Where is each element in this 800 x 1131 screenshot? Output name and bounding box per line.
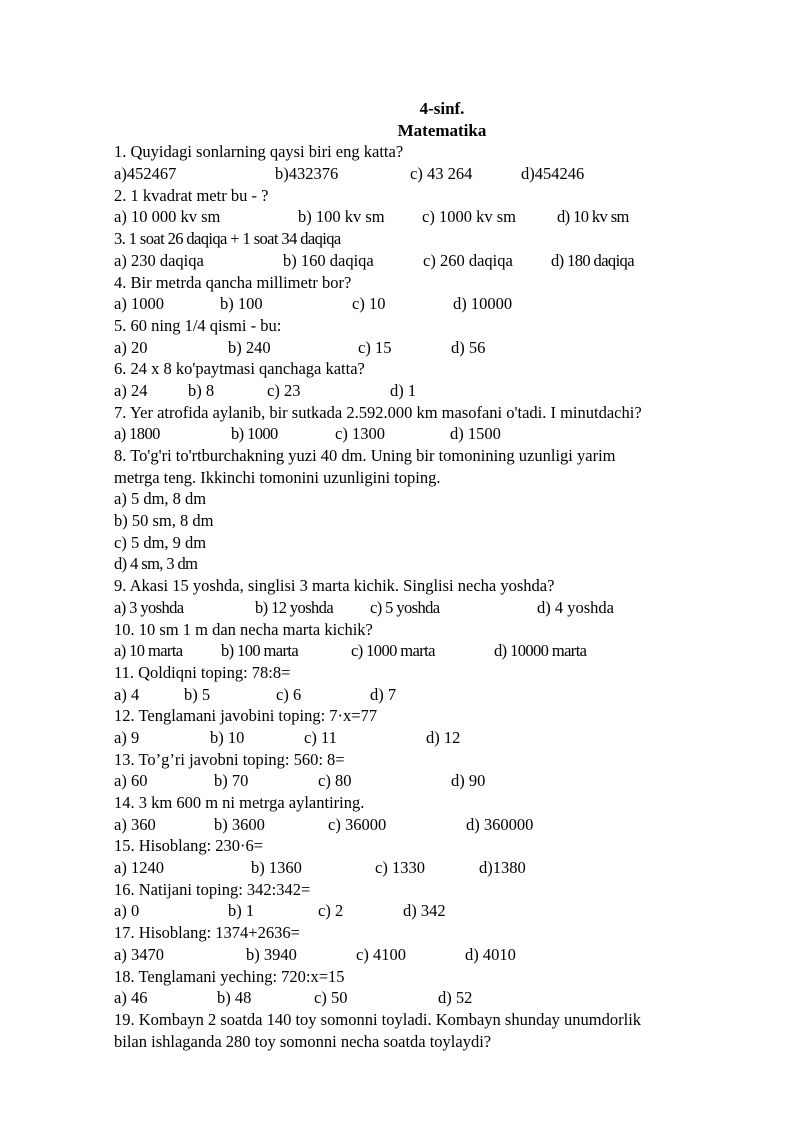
worksheet-page	[114, 98, 754, 1052]
option-b[interactable]: b) 1000	[231, 424, 278, 444]
option-c[interactable]: c) 36000	[328, 814, 387, 834]
option-a[interactable]: a) 1000	[114, 294, 164, 314]
option-a[interactable]: a) 360	[114, 814, 156, 834]
question-19-line-2: bilan ishlaganda 280 toy somonni necha soatda toylaydi?	[114, 1031, 492, 1051]
option-a[interactable]: a) 4	[114, 684, 140, 704]
option-a[interactable]: a) 24	[114, 380, 148, 400]
question-16-options	[114, 900, 754, 922]
option-c[interactable]: c) 4100	[356, 944, 406, 964]
question-7: 7. Yer atrofida aylanib, bir sutkada 2.592.000 km masofani o'tadi. I minutdachi?	[114, 402, 642, 422]
question-18-options	[114, 987, 754, 1009]
question-14: 14. 3 km 600 m ni metrga aylantiring.	[114, 793, 365, 813]
option-d[interactable]: d) 4 yoshda	[537, 597, 614, 617]
option-a[interactable]: a) 1240	[114, 858, 164, 878]
option-d[interactable]: d) 4010	[465, 944, 516, 964]
option-b[interactable]: b) 70	[214, 771, 249, 791]
option-d[interactable]: d) 360000	[466, 814, 534, 834]
option-c[interactable]: c) 2	[318, 901, 344, 921]
question-12-options	[114, 727, 754, 749]
question-5-options	[114, 337, 754, 359]
option-d[interactable]: d) 52	[438, 988, 473, 1008]
question-11: 11. Qoldiqni toping: 78:8=	[114, 662, 291, 682]
option-c[interactable]: c) 15	[358, 337, 392, 357]
question-5: 5. 60 ning 1/4 qismi - bu:	[114, 315, 282, 335]
question-17-options	[114, 944, 754, 966]
option-a[interactable]: a) 1800	[114, 424, 160, 444]
question-7-options	[114, 423, 754, 445]
option-b[interactable]: b) 1360	[251, 858, 302, 878]
option-d[interactable]: d) 342	[403, 901, 446, 921]
option-d[interactable]: d) 90	[451, 771, 486, 791]
option-c[interactable]: c) 50	[314, 988, 348, 1008]
option-b[interactable]: b) 100	[220, 294, 263, 314]
question-9-options	[114, 597, 754, 619]
option-b[interactable]: b) 240	[228, 337, 271, 357]
option-b[interactable]: b) 3600	[214, 814, 265, 834]
question-4-options	[114, 293, 754, 315]
question-15: 15. Hisoblang: 230·6=	[114, 836, 264, 856]
question-13: 13. To’g’ri javobni toping: 560: 8=	[114, 749, 345, 769]
question-6: 6. 24 x 8 ko'paytmasi qanchaga katta?	[114, 359, 365, 379]
option-a[interactable]: a) 20	[114, 337, 148, 357]
question-1-options	[114, 163, 754, 185]
option-c[interactable]: c) 1300	[335, 424, 385, 444]
option-d[interactable]: d) 1	[390, 380, 417, 400]
option-c[interactable]: c) 260 daqiqa	[423, 250, 513, 270]
question-6-options	[114, 380, 754, 402]
option-d[interactable]: d) 7	[370, 684, 397, 704]
question-10-options	[114, 640, 754, 662]
option-a[interactable]: a) 3470	[114, 944, 164, 964]
question-12: 12. Tenglamani javobini toping: 7·x=77	[114, 706, 378, 726]
question-3-options	[114, 250, 754, 272]
option-d[interactable]: d) 4 sm, 3 dm	[114, 554, 198, 574]
option-a[interactable]: a) 46	[114, 988, 148, 1008]
question-3: 3. 1 soat 26 daqiqa + 1 soat 34 daqiqa	[114, 229, 341, 249]
option-a[interactable]: a) 0	[114, 901, 140, 921]
option-c[interactable]: c) 5 yoshda	[370, 597, 440, 617]
question-17: 17. Hisoblang: 1374+2636=	[114, 923, 300, 943]
option-d[interactable]: d)1380	[479, 858, 526, 878]
option-b[interactable]: b) 100 marta	[221, 641, 299, 661]
option-b[interactable]: b) 160 daqiqa	[283, 250, 374, 270]
option-c[interactable]: c) 11	[304, 727, 337, 747]
question-14-options	[114, 814, 754, 836]
option-d[interactable]: d) 56	[451, 337, 486, 357]
option-d[interactable]: d)454246	[521, 164, 585, 184]
option-a[interactable]: a) 9	[114, 727, 140, 747]
option-c[interactable]: c) 1000 marta	[351, 641, 435, 661]
option-c[interactable]: c) 80	[318, 771, 352, 791]
question-13-options	[114, 770, 754, 792]
option-b[interactable]: b) 12 yoshda	[255, 597, 334, 617]
option-d[interactable]: d) 1500	[450, 424, 501, 444]
question-8-line-1: 8. To'g'ri to'rtburchakning yuzi 40 dm. Uning bir tomonining uzunligi yarim	[114, 446, 616, 466]
option-b[interactable]: b)432376	[275, 164, 339, 184]
option-d[interactable]: d) 12	[426, 727, 461, 747]
option-b[interactable]: b) 8	[188, 380, 215, 400]
question-18: 18. Tenglamani yeching: 720:x=15	[114, 966, 345, 986]
option-d[interactable]: d) 10000 marta	[494, 641, 587, 661]
option-a[interactable]: a) 230 daqiqa	[114, 250, 204, 270]
option-c[interactable]: c) 10	[352, 294, 386, 314]
option-a[interactable]: a) 60	[114, 771, 148, 791]
option-a[interactable]: a) 3 yoshda	[114, 597, 184, 617]
option-a[interactable]: a) 10 marta	[114, 641, 183, 661]
question-2-options	[114, 206, 754, 228]
option-d[interactable]: d) 10000	[453, 294, 513, 314]
option-c[interactable]: c) 43 264	[410, 164, 473, 184]
question-8-line-2: metrga teng. Ikkinchi tomonini uzunligini toping.	[114, 467, 441, 487]
option-c[interactable]: c) 23	[267, 380, 301, 400]
option-c[interactable]: c) 1330	[375, 858, 425, 878]
option-c[interactable]: c) 1000 kv sm	[422, 207, 516, 227]
question-16: 16. Natijani toping: 342:342=	[114, 879, 311, 899]
question-1: 1. Quyidagi sonlarning qaysi biri eng katta?	[114, 142, 404, 162]
option-d[interactable]: d) 180 daqiqa	[551, 250, 634, 270]
question-15-options	[114, 857, 754, 879]
option-b[interactable]: b) 50 sm, 8 dm	[114, 511, 214, 531]
option-c[interactable]: c) 5 dm, 9 dm	[114, 532, 207, 552]
option-b[interactable]: b) 3940	[246, 944, 297, 964]
question-10: 10. 10 sm 1 m dan necha marta kichik?	[114, 619, 373, 639]
subject-title: Matematika	[397, 120, 487, 140]
question-11-options	[114, 684, 754, 706]
question-2: 2. 1 kvadrat metr bu - ?	[114, 185, 269, 205]
option-b[interactable]: b) 100 kv sm	[298, 207, 385, 227]
option-a[interactable]: a)452467	[114, 164, 177, 184]
option-c[interactable]: c) 6	[276, 684, 302, 704]
option-b[interactable]: b) 10	[210, 727, 245, 747]
option-b[interactable]: b) 1	[228, 901, 255, 921]
option-b[interactable]: b) 48	[217, 988, 252, 1008]
question-9: 9. Akasi 15 yoshda, singlisi 3 marta kichik. Singlisi necha yoshda?	[114, 576, 555, 596]
grade-title: 4-sinf.	[419, 99, 465, 118]
question-4: 4. Bir metrda qancha millimetr bor?	[114, 272, 352, 292]
option-b[interactable]: b) 5	[184, 684, 211, 704]
option-a[interactable]: a) 10 000 kv sm	[114, 207, 221, 227]
question-19-line-1: 19. Kombayn 2 soatda 140 toy somonni toyladi. Kombayn shunday unumdorlik	[114, 1009, 642, 1029]
option-d[interactable]: d) 10 kv sm	[557, 207, 629, 227]
option-a[interactable]: a) 5 dm, 8 dm	[114, 489, 207, 509]
